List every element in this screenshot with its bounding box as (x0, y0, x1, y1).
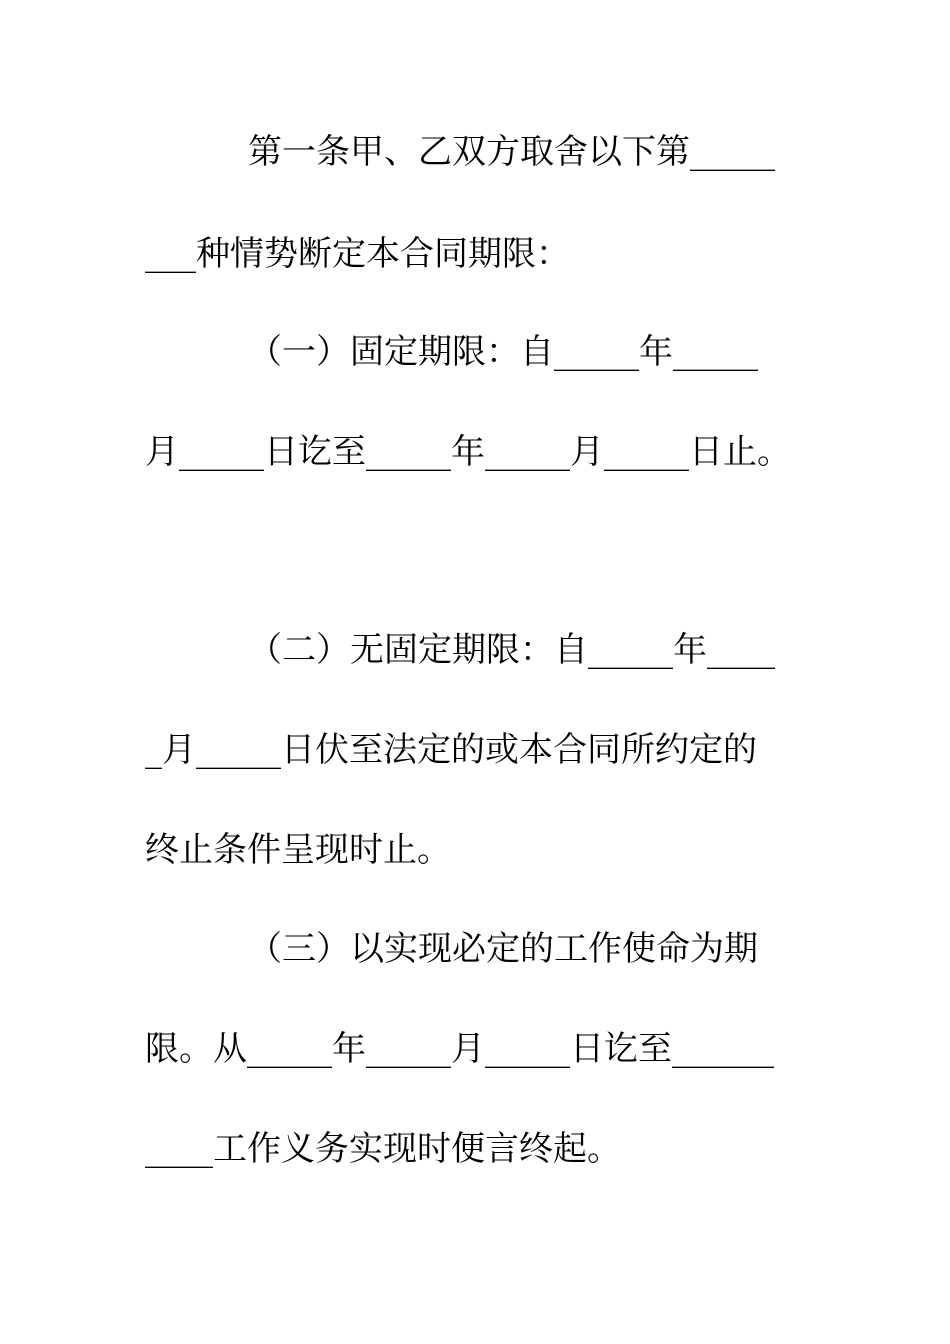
clause-three-line-3: ____工作义务实现时便言终起。 (145, 1129, 621, 1169)
clause-one-line-2: 月_____日讫至_____年_____月_____日止。 (145, 432, 791, 472)
clause-one-line-1: （一）固定期限：自_____年_____ (248, 332, 758, 372)
article-one-line-2: ___种情势断定本合同期限： (145, 234, 570, 274)
clause-three-line-1: （三）以实现必定的工作使命为期 (248, 929, 758, 969)
clause-two-line-2: _月_____日伏至法定的或本合同所约定的 (145, 730, 757, 770)
clause-two-line-1: （二）无固定期限：自_____年____ (248, 630, 775, 670)
article-one-line-1: 第一条甲、乙双方取舍以下第_____ (248, 132, 775, 172)
clause-three-line-2: 限。从_____年_____月_____日讫至______ (145, 1029, 774, 1069)
clause-two-line-3: 终止条件呈现时止。 (145, 830, 451, 870)
